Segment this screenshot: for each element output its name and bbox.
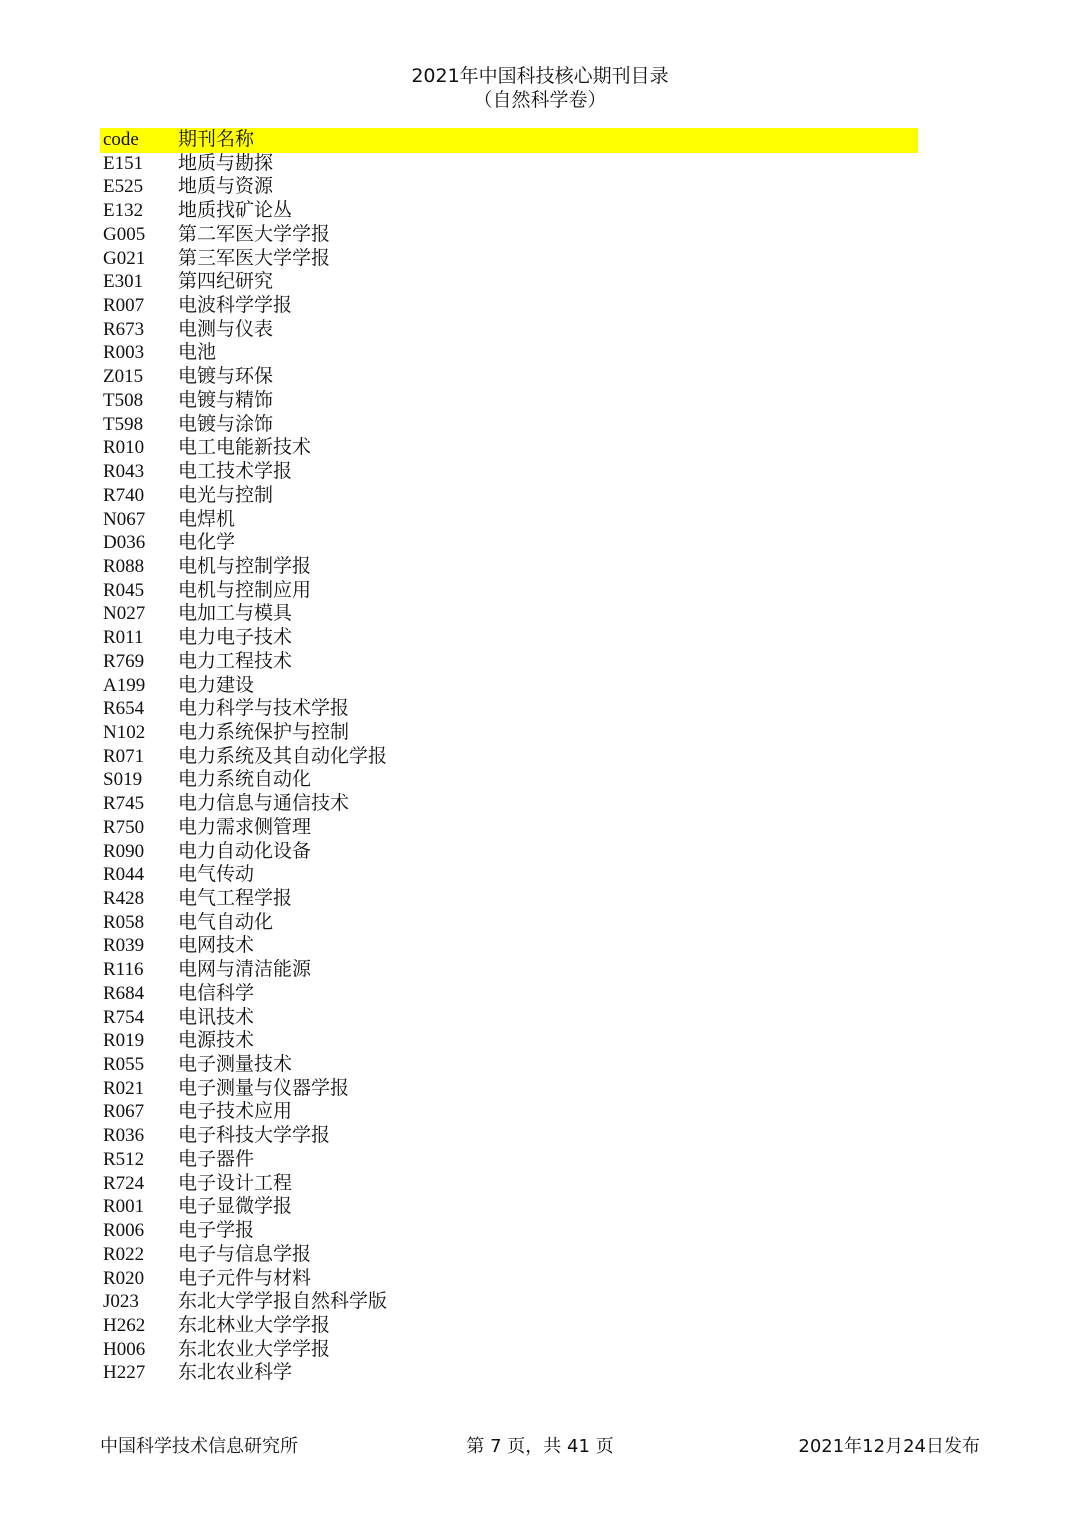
- journal-name: 电子元件与材料: [178, 1267, 312, 1289]
- journal-name: 电光与控制: [178, 484, 274, 506]
- journal-code: D036: [103, 532, 146, 554]
- journal-table: [100, 128, 918, 1385]
- journal-name: 电加工与模具: [178, 603, 293, 625]
- table-row: [100, 1290, 918, 1314]
- footer-date: 2021年12月24日发布: [798, 1436, 980, 1457]
- journal-code: A199: [103, 674, 146, 696]
- journal-code: R750: [103, 816, 145, 838]
- journal-code: R090: [103, 840, 145, 862]
- table-row: [100, 1172, 918, 1196]
- journal-code: R067: [103, 1101, 145, 1123]
- table-row: [100, 247, 918, 271]
- journal-name: 地质与勘探: [178, 152, 274, 174]
- journal-name: 电讯技术: [178, 1006, 255, 1028]
- journal-name: 电子科技大学学报: [178, 1125, 331, 1147]
- document-title: [0, 64, 1080, 112]
- journal-code: R043: [103, 461, 145, 483]
- table-row: [100, 460, 918, 484]
- journal-name: 电化学: [178, 532, 236, 554]
- table-row: [100, 840, 918, 864]
- table-header-row: [100, 128, 918, 152]
- journal-name: 电力系统及其自动化学报: [178, 745, 388, 767]
- journal-name: 电力电子技术: [178, 627, 293, 649]
- journal-name: 电测与仪表: [178, 318, 274, 340]
- journal-code: T508: [103, 389, 144, 411]
- journal-name: 电子学报: [178, 1220, 255, 1242]
- journal-code: J023: [103, 1291, 139, 1313]
- journal-code: H006: [103, 1338, 146, 1360]
- table-row: [100, 863, 918, 887]
- journal-name: 第三军医大学学报: [178, 247, 331, 269]
- journal-name: 第二军医大学学报: [178, 223, 331, 245]
- journal-name: 电镀与环保: [178, 366, 274, 388]
- table-row: [100, 697, 918, 721]
- table-row: [100, 413, 918, 437]
- journal-name: 电子测量技术: [178, 1054, 293, 1076]
- journal-name: 电子设计工程: [178, 1172, 293, 1194]
- table-row: [100, 1267, 918, 1291]
- journal-name: 电子器件: [178, 1148, 255, 1170]
- journal-code: E525: [103, 176, 144, 198]
- table-row: [100, 674, 918, 698]
- journal-name: 电机与控制应用: [178, 579, 312, 601]
- header-name: 期刊名称: [178, 129, 255, 150]
- journal-code: R001: [103, 1196, 145, 1218]
- table-row: [100, 1029, 918, 1053]
- journal-code: R011: [103, 627, 144, 649]
- journal-code: E151: [103, 152, 144, 174]
- table-row: [100, 1361, 918, 1385]
- journal-code: R673: [103, 318, 145, 340]
- table-row: [100, 626, 918, 650]
- title-line-1: 2021年中国科技核心期刊目录: [411, 65, 669, 87]
- footer-publisher: 中国科学技术信息研究所: [100, 1436, 298, 1457]
- table-row: [100, 721, 918, 745]
- journal-name: 电镀与涂饰: [178, 413, 274, 435]
- journal-name: 电网技术: [178, 935, 255, 957]
- journal-name: 地质与资源: [178, 176, 274, 198]
- table-row: [100, 911, 918, 935]
- journal-code: E132: [103, 200, 144, 222]
- journal-name: 东北农业大学学报: [178, 1338, 331, 1360]
- table-row: [100, 1314, 918, 1338]
- journal-name: 电气工程学报: [178, 888, 293, 909]
- journal-code: R039: [103, 935, 145, 957]
- table-row: [100, 270, 918, 294]
- journal-name: 电工技术学报: [178, 461, 293, 483]
- journal-code: R428: [103, 888, 145, 909]
- journal-name: 电子与信息学报: [178, 1243, 312, 1265]
- journal-code: Z015: [103, 366, 144, 388]
- journal-code: R512: [103, 1148, 145, 1170]
- journal-code: R745: [103, 793, 145, 815]
- table-row: [100, 816, 918, 840]
- table-row: [100, 1148, 918, 1172]
- table-row: [100, 1219, 918, 1243]
- journal-name: 电力系统保护与控制: [178, 721, 350, 743]
- table-row: [100, 318, 918, 342]
- table-row: [100, 1100, 918, 1124]
- table-row: [100, 602, 918, 626]
- table-row: [100, 223, 918, 247]
- journal-code: R045: [103, 579, 145, 601]
- journal-code: R019: [103, 1030, 145, 1052]
- table-row: [100, 1006, 918, 1030]
- journal-code: R058: [103, 911, 145, 933]
- journal-code: N027: [103, 603, 146, 625]
- journal-code: N102: [103, 721, 146, 743]
- table-row: [100, 1195, 918, 1219]
- table-row: [100, 365, 918, 389]
- journal-code: R654: [103, 698, 145, 720]
- table-row: [100, 389, 918, 413]
- journal-name: 电力工程技术: [178, 650, 293, 672]
- journal-name: 电工电能新技术: [178, 437, 312, 459]
- journal-code: R036: [103, 1125, 145, 1147]
- journal-name: 电力需求侧管理: [178, 816, 312, 838]
- journal-name: 电力系统自动化: [178, 769, 312, 791]
- table-row: [100, 1077, 918, 1101]
- footer-page-number: 第 7 页，共 41 页: [466, 1436, 614, 1457]
- journal-code: R022: [103, 1243, 145, 1265]
- table-row: [100, 555, 918, 579]
- table-row: [100, 982, 918, 1006]
- table-row: [100, 958, 918, 982]
- table-row: [100, 175, 918, 199]
- table-row: [100, 294, 918, 318]
- journal-code: R044: [103, 864, 145, 886]
- table-row: [100, 152, 918, 176]
- table-row: [100, 887, 918, 911]
- journal-name: 电气自动化: [178, 911, 274, 933]
- title-line-2: （自然科学卷）: [473, 89, 607, 111]
- journal-code: R088: [103, 555, 145, 577]
- journal-name: 地质找矿论丛: [178, 200, 293, 222]
- journal-name: 电力科学与技术学报: [178, 698, 350, 720]
- table-row: [100, 745, 918, 769]
- table-row: [100, 484, 918, 508]
- journal-name: 东北农业科学: [178, 1362, 293, 1384]
- journal-code: R021: [103, 1077, 145, 1099]
- journal-name: 电信科学: [178, 982, 255, 1004]
- journal-code: H227: [103, 1362, 146, 1384]
- journal-name: 东北大学学报自然科学版: [178, 1291, 388, 1313]
- journal-name: 电机与控制学报: [178, 555, 312, 577]
- journal-name: 东北林业大学学报: [178, 1314, 331, 1336]
- journal-name: 电气传动: [178, 864, 255, 886]
- table-row: [100, 199, 918, 223]
- header-code: code: [103, 129, 139, 150]
- journal-code: G005: [103, 223, 146, 245]
- table-row: [100, 1053, 918, 1077]
- journal-name: 电子技术应用: [178, 1101, 293, 1123]
- journal-code: R055: [103, 1054, 145, 1076]
- table-row: [100, 341, 918, 365]
- journal-name: 第四纪研究: [178, 271, 274, 293]
- table-row: [100, 579, 918, 603]
- journal-code: R006: [103, 1220, 145, 1242]
- journal-code: R754: [103, 1006, 145, 1028]
- journal-code: R684: [103, 982, 145, 1004]
- journal-code: N067: [103, 508, 146, 530]
- journal-name: 电镀与精饰: [178, 389, 274, 411]
- journal-code: R003: [103, 342, 145, 364]
- table-row: [100, 1243, 918, 1267]
- journal-code: R769: [103, 650, 145, 672]
- journal-code: H262: [103, 1314, 146, 1336]
- table-row: [100, 768, 918, 792]
- journal-code: E301: [103, 271, 144, 293]
- journal-code: R116: [103, 959, 144, 981]
- journal-name: 电力自动化设备: [178, 840, 312, 862]
- journal-code: R740: [103, 484, 145, 506]
- journal-code: R007: [103, 295, 145, 317]
- journal-name: 电力建设: [178, 674, 255, 696]
- journal-code: R724: [103, 1172, 145, 1194]
- journal-name: 电波科学学报: [178, 295, 293, 317]
- table-row: [100, 1124, 918, 1148]
- journal-code: G021: [103, 247, 146, 269]
- journal-name: 电池: [178, 342, 217, 364]
- journal-code: R071: [103, 745, 145, 767]
- journal-name: 电子测量与仪器学报: [178, 1077, 350, 1099]
- journal-name: 电焊机: [178, 508, 236, 530]
- journal-code: T598: [103, 413, 144, 435]
- table-row: [100, 792, 918, 816]
- table-row: [100, 531, 918, 555]
- table-row: [100, 436, 918, 460]
- journal-name: 电网与清洁能源: [178, 959, 312, 981]
- journal-code: R010: [103, 437, 145, 459]
- journal-name: 电子显微学报: [178, 1196, 293, 1218]
- journal-name: 电力信息与通信技术: [178, 793, 350, 815]
- journal-code: S019: [103, 769, 143, 791]
- table-row: [100, 934, 918, 958]
- journal-code: R020: [103, 1267, 145, 1289]
- journal-name: 电源技术: [178, 1030, 255, 1052]
- table-row: [100, 1338, 918, 1362]
- table-row: [100, 650, 918, 674]
- table-row: [100, 508, 918, 532]
